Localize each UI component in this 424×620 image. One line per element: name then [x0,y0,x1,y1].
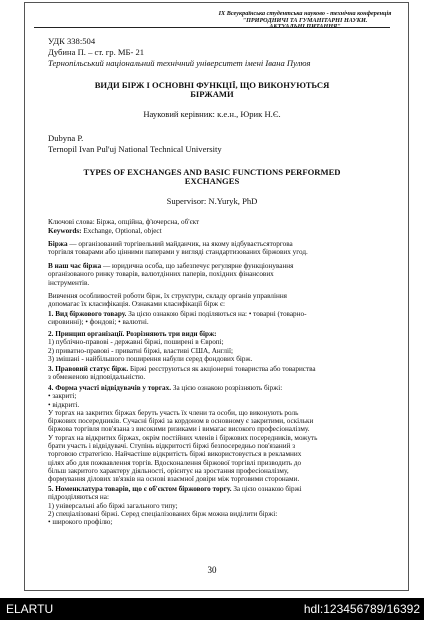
handle-identifier[interactable]: hdl:123456789/16392 [303,602,420,616]
intro-line-2: допомагає їх класифікація. Ознаками класифікації бірж є: [48,300,226,309]
section-4-p2-line-4: цілях або для пожвавлення торгів. Вдосконалення біржової торгівлі призводить до [48,458,302,467]
title-ua-line-1: ВИДИ БІРЖ І ОСНОВНІ ФУНКЦІЇ, ЩО ВИКОНУЮТЬСЯ [94,80,330,90]
header-rule [34,27,390,28]
section-4-p2-line-1: У торгах на відкритих біржах, окрім постійних членів і біржових посередників, можуть [48,433,318,442]
section-4-p2-line-5: більш закритого характеру діяльності, орієнтує на зростання професіоналізму, [48,466,289,475]
section-5-line-1: За цією ознакою біржі [231,485,302,493]
section-4-p2-line-6: формування ділових зв'язків на основі взаємної довіри між торговими сторонами. [48,475,300,484]
section-3-line-2: з обмеженою відповідальністю. [48,373,146,382]
keywords-ua: Ключові слова: Біржа, опційна, ф'ючерсна, об'єкт [48,218,200,226]
section-4-p1-line-2: біржових посередників. Сучасні біржі за кордоном в основному є закритими, оскільки [48,417,314,426]
intro-line-1: Вивчення особливостей роботи бірж, їх структури, складу органів управління [48,292,287,300]
repository-footer-bar [0,598,424,620]
section-2-item-2: 2) приватно-правові - приватні біржі, властиві США, Англії; [48,346,233,355]
section-2-item-3: 3) змішані - найбільшого поширення набули серед фондових бірж. [48,354,253,363]
page-number: 30 [207,565,217,575]
section-5-item-1: 1) універсальні або біржі загального типу; [48,501,178,510]
header-line-1: IX Всеукраїнська студентська науково - технічна конференція "ПРИРОДНИЧІ ТА ГУМАНІТАРНІ НАУКИ. [218,10,392,24]
definition-2 [48,262,293,287]
section-5 [48,485,302,526]
section-5-line-2: підрозділяються на: [48,493,109,502]
definition-1-line-2: торгівля товарами або цінними паперами у вигляді стандартизованих біржових угод. [48,248,308,257]
classification-intro [48,292,287,309]
header-line-2: АКТУАЛЬНІ ПИТАННЯ" [269,23,341,31]
section-3-line-1: Біржі реєструються як акціонерні товариства або товариства [128,365,316,373]
section-4-p1-line-1: У торгах на закритих біржах беруть участь їх члени та особи, що виконують роль [48,408,299,417]
definition-2-term: В наш час біржа [48,262,102,270]
section-2-heading: 2. Принцип організації. Розрізняють три види бірж: [48,330,217,338]
title-en [40,168,384,186]
definition-2-line-1: — юридична особа, що забезпечує регулярне функціонування [101,262,294,270]
title-en-line-2: EXCHANGES [184,176,240,186]
definition-1-line-1: — організований торгівельний майданчик, на якому відбуваєтьсяторгова [67,240,293,248]
section-4 [48,384,317,484]
definition-2-line-2: організованого ринку товарів, валютдінних паперів, похідних фінансових [48,270,274,279]
definition-1 [48,240,308,257]
author-en: Dubyna P. [48,133,84,143]
section-4-item-2: • відкриті. [48,400,80,409]
section-4-p2-line-3: торговою стратегією. Найчастіше відкритість біржі використовується в рекламних [48,450,302,459]
keywords-en-text: Exchange, Optional, object [81,227,162,235]
section-2 [48,330,252,363]
section-1-line-2: сировинні); • фондові; • валютні. [48,318,149,327]
repository-name: ELARTU [6,602,54,616]
section-1-heading-rest: За цією ознакою біржі поділяються на: [126,310,249,318]
title-ua-line-2: БІРЖАМИ [190,89,234,99]
title-ua [40,81,384,99]
udk-code: УДК 338:504 [48,36,96,46]
section-1-tail: • товарні (товарно- [248,310,307,318]
section-2-item-1: 1) публічно-правові - державні біржі, поширені в Європі; [48,338,224,347]
section-4-p2-line-2: брати участь і відвідувачі. Ступінь відкритості біржі безпосередньо пов'язаний з [48,442,296,451]
section-4-p1-line-3: біржова торгівля пов'язана з високими ризиками і вимагає високого професіоналізму. [48,425,310,434]
keywords-en [48,227,162,235]
section-5-item-2: 2) спеціалізовані біржі. Серед спеціалізованих бірж можна виділити біржі: [48,509,278,518]
supervisor-ua: Науковий керівник: к.е.н., Юрик Н.Є. [143,109,281,119]
section-1-heading: 1. Вид біржового товару. [48,310,127,318]
section-4-item-1: • закриті; [48,392,77,401]
section-4-heading-rest: За цією ознакою розрізняють біржі: [171,384,283,392]
title-en-line-1: TYPES OF EXCHANGES AND BASIC FUNCTIONS PERFORMED [83,167,341,177]
author-ua: Дубина П. – ст. гр. МБ- 21 [48,47,145,57]
keywords-en-label: Keywords: [48,227,82,235]
affiliation-en: Ternopil Ivan Pul'uj National Technical University [48,144,222,154]
section-3 [48,365,316,382]
section-1 [48,310,306,327]
supervisor-en: Supervisor: N.Yuryk, PhD [166,196,258,206]
section-3-heading: 3. Правовий статус бірж. [48,365,129,373]
section-5-item-3: • широкого профілю; [48,518,113,527]
section-4-heading: 4. Форма участі відвідувачів у торгах. [48,384,172,392]
definition-1-term: Біржа [48,240,68,248]
section-5-heading: 5. Номенклатура товарів, що є об'єктом біржового торгу. [48,485,232,493]
definition-2-line-3: інструментів. [48,278,90,287]
affiliation-ua: Тернопільський національний технічний університет імені Івана Пулюя [48,58,311,68]
